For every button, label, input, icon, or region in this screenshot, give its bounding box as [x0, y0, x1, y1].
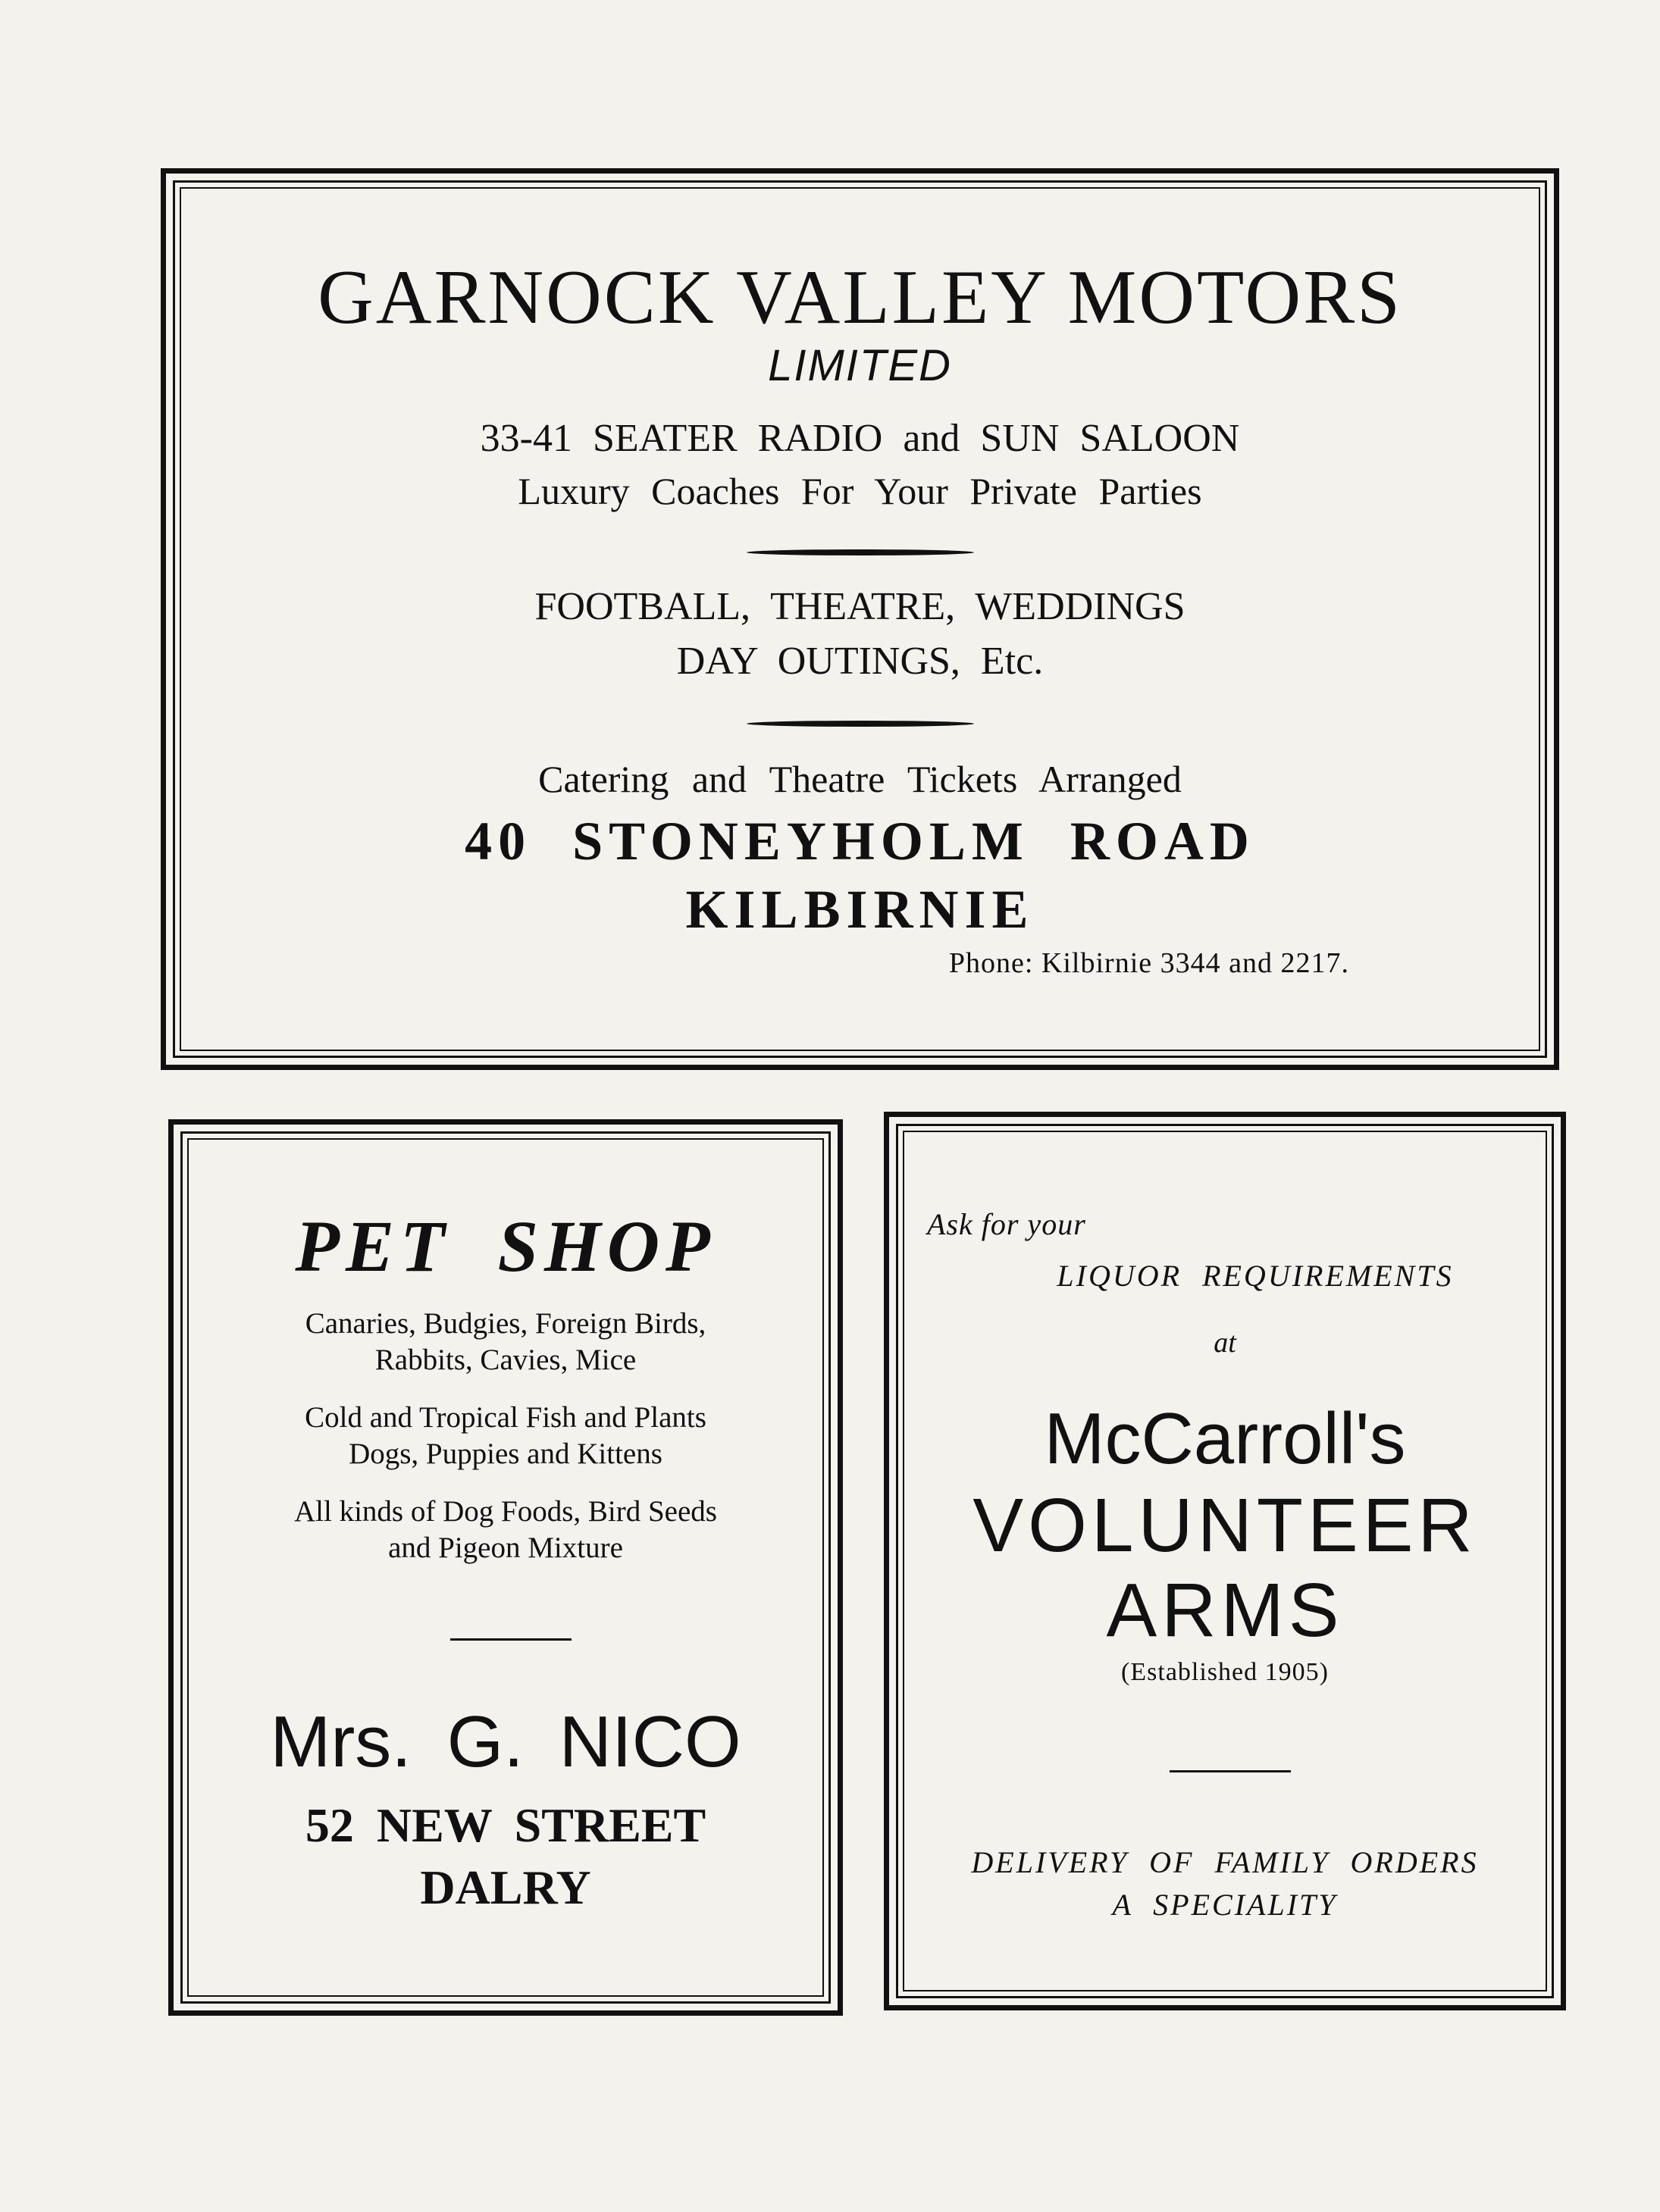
product-line: and Pigeon Mixture [388, 1532, 623, 1564]
business-name-line: VOLUNTEER [973, 1483, 1477, 1568]
pet-shop-ad [168, 1119, 843, 2016]
business-name-line: ARMS [1106, 1568, 1344, 1653]
events-line: FOOTBALL, THEATRE, WEDDINGS [534, 585, 1185, 628]
product-line: Canaries, Budgies, Foreign Birds, [305, 1307, 706, 1340]
product-line: Cold and Tropical Fish and Plants [305, 1401, 706, 1434]
product-line: Dogs, Puppies and Kittens [349, 1438, 662, 1470]
services-line: 33-41 SEATER RADIO and SUN SALOON [480, 417, 1240, 460]
catering-line: Catering and Theatre Tickets Arranged [538, 758, 1182, 800]
swash-divider [747, 721, 974, 727]
delivery-text: DELIVERY OF FAMILY ORDERS [971, 1845, 1479, 1879]
town: DALRY [420, 1860, 591, 1914]
divider [1170, 1770, 1291, 1772]
delivery-text: A SPECIALITY [1112, 1888, 1338, 1922]
phone: Phone: Kilbirnie 3344 and 2217. [948, 947, 1349, 979]
established-text: (Established 1905) [1121, 1658, 1329, 1686]
volunteer-arms-ad [884, 1112, 1566, 2010]
events-line: DAY OUTINGS, Etc. [676, 640, 1044, 683]
owner-name: Mrs. G. NICO [270, 1701, 741, 1782]
ad-subtitle: LIMITED [768, 341, 952, 390]
product-line: Rabbits, Cavies, Mice [374, 1344, 637, 1376]
address: 40 STONEYHOLM ROAD [465, 811, 1255, 871]
ad-title: GARNOCK VALLEY MOTORS [318, 255, 1402, 340]
intro-text: Ask for your [927, 1207, 1086, 1241]
divider [450, 1638, 572, 1641]
town: KILBIRNIE [685, 879, 1035, 940]
at-text: at [1214, 1327, 1236, 1359]
swash-divider [747, 549, 974, 555]
business-name: McCarroll's [1044, 1398, 1406, 1479]
ad-title: PET SHOP [295, 1206, 716, 1287]
product-line: All kinds of Dog Foods, Bird Seeds [294, 1495, 717, 1528]
services-line: Luxury Coaches For Your Private Parties [518, 470, 1202, 512]
requirements-text: LIQUOR REQUIREMENTS [1057, 1259, 1454, 1293]
garnock-valley-motors-ad [161, 168, 1559, 1070]
address: 52 NEW STREET [305, 1798, 706, 1852]
